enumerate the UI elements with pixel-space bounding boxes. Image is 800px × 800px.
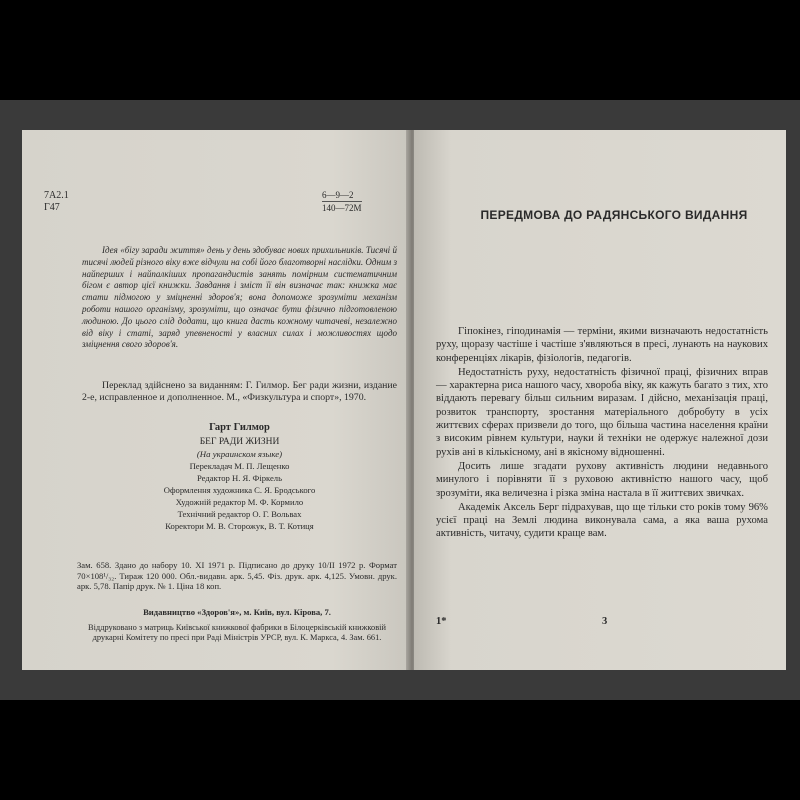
paragraph: Недостатність руху, недостатність фізичної праці, фізичних вправ — характерна риса нашого часу, хвороба віку, як кажуть багато з тих, хто віддають перевагу більш сильним виразам. І дійсно, механізація праці, розвиток транспорту, зростання матеріального добробуту в усіх життєвих сферах призвели до того, що більша частина населення країни з високим рівнем культури, науки й техніки не одержує належної дози рухів ані в кількісному, ані в якісному відношенні. [436,366,768,458]
body-text [436,325,768,542]
library-code-line: 7А2.1 [44,190,69,201]
credits-person: Художній редактор М. Ф. Кормило [175,497,304,507]
publisher: Видавництво «Здоров'я», м. Київ, вул. Кірова, 7. [143,607,331,617]
library-code [44,190,104,214]
credits-person: Перекладач М. П. Лещенко [189,461,290,471]
credits-person: Оформлення художника С. Я. Бродського [163,485,316,495]
credits-author: Гарт Гилмор [209,422,270,433]
library-code-line: Г47 [44,202,60,213]
credits [82,420,397,532]
credits-person: Редактор Н. Я. Фіркель [197,473,282,483]
print-house: Віддруковано з матриць Київської книжкової фабрики в Білоцерківській книжковій друкарні Комітету по пресі при Раді Міністрів УРСР, вул. К. Маркса, 4. Зам. 661. [88,623,386,642]
right-page [414,130,786,670]
book-photo [0,100,800,700]
signature-mark: 1* [436,616,447,627]
chapter-title: ПЕРЕДМОВА ДО РАДЯНСЬКОГО ВИДАННЯ [480,208,748,222]
credits-title: БЕГ РАДИ ЖИЗНИ [199,437,280,447]
paragraph: Академік Аксель Берг підрахував, що ще тільки сто років тому 96% усієї праці на Землі людина виконувала сама, а яка ваша рухома активність, читачу, судити краще вам. [436,501,768,540]
credits-person: Коректори М. В. Сторожук, В. Т. Котиця [165,521,314,531]
author-mark-line: 6—9—2 [322,190,354,200]
page-number: 3 [602,616,608,627]
credits-language: (На украинском языке) [196,449,283,459]
author-mark [322,190,392,214]
credits-person: Технічний редактор О. Г. Вольвах [177,509,302,519]
annotation: Ідея «бігу заради життя» день у день здобуває нових прихильників. Тисячі й тисячі людей різного віку вже відчули на собі його благотворні наслідки. Одним з найперших і найпалкіших пропагандистів занять помірним систематичним бігом є автор цієї книжки. Завдання і зміст її він визначає так: книжка має стати підмогою у зміцненні здоров'я; вона допоможе зрозуміти механізм роботи нашого організму, зрозуміти, що означає бути фізично підготовленою людиною. До цього слід додати, що книга дасть кожному читачеві, незалежно від віку і статі, заряд упевненості у власних силах і можливостях щодо зміцнення свого здоров'я. [82,245,397,350]
imprint-details: Зам. 658. Здано до набору 10. XI 1971 р. Підписано до друку 10/II 1972 р. Формат 70×108¹/₃₂. Тираж 120 000. Обл.-видавн. арк. 5,45. Фіз. друк. арк. 4,125. Умовн. друк. арк. 5,78. Папір друк. № 1. Ціна 18 коп. [77,560,397,592]
author-mark-line: 140—72М [322,203,362,213]
paragraph: Гіпокінез, гіподинамія — терміни, якими визначають недостатність руху, щоразу частіше і частіше з'являються в пресі, лунають на наукових конференціях лікарів, фізіологів, педагогів. [436,326,768,364]
paragraph: Досить лише згадати рухову активність людини недавнього минулого і порівняти її з руховою активністю нашого часу, щоб зрозуміти, яка величезна і різка зміна настала в її життєвих звичках. [436,460,768,499]
left-page [22,130,410,670]
translation-note: Переклад здійснено за виданням: Г. Гилмор. Бег ради жизни, издание 2-е, исправленное и дополненное. М., «Физкультура и спорт», 1970. [82,380,397,403]
